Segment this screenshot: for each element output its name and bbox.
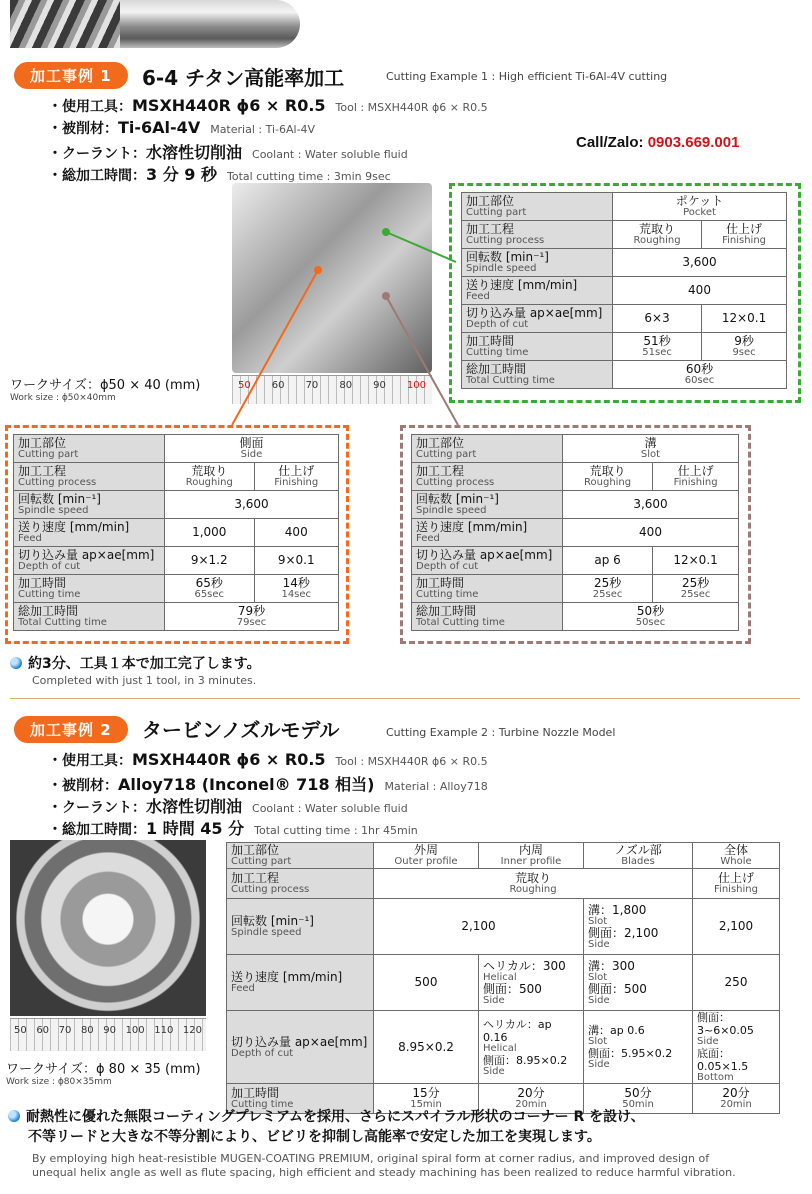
example1-note-en: Completed with just 1 tool, in 3 minutes. <box>32 674 257 687</box>
spec-coolant-2: ・クーラント：水溶性切削油 Coolant : Water soluble fluid <box>48 797 408 816</box>
bullet-dot-icon <box>10 657 22 669</box>
pocket-table: 加工部位 Cutting part ポケット Pocket 加工工程 Cutting process 荒取り Roughing 仕上げ Finishing 回転数 [min⁻¹] Spindle speed 3,600 送り速度 [mm/min] Feed 400 切り込み量 ap×ae[mm] Depth of cut 6×3 12×0.1 加工時間 Cutting time 51秒 51sec 9秒 9sec 総加工時間 Total Cutting time 60秒 60sec <box>461 192 787 389</box>
phone-number[interactable]: 0903.669.001 <box>647 134 740 151</box>
spec-tool-2: ・使用工具：MSXH440R ϕ6 × R0.5 Tool : MSXH440R ϕ6 × R0.5 <box>48 750 488 769</box>
example2-note: 耐熱性に優れた無限コーティングプレミアムを採用、さらにスパイラル形状のコーナー R を設け、 不等リードと大きな不等分割により、ビビリを抑制し高能率で安定した加工を実現します。 <box>8 1106 808 1146</box>
ruler: 50 60 70 80 90 100 <box>232 375 432 404</box>
ruler-2: 50 60 70 80 90 100 110 120 <box>10 1018 206 1051</box>
example1-note: 約3分、工具１本で加工完了します。 <box>10 653 261 673</box>
bullet-dot-icon-2 <box>8 1110 20 1122</box>
pocket-table-frame <box>449 183 801 403</box>
work-size-2: ワークサイズ：ϕ 80 × 35 (mm) <box>6 1062 201 1077</box>
spec-coolant: ・クーラント：水溶性切削油 Coolant : Water soluble fluid <box>48 143 408 162</box>
example1-title: 6-4 チタン高能率加工 <box>142 66 345 90</box>
example1-subtitle: Cutting Example 1 : High efficient Ti-6Al-4V cutting <box>386 70 668 83</box>
contact-line: Call/Zalo: 0903.669.001 <box>576 134 740 151</box>
slot-table: 加工部位 Cutting part 溝 Slot 加工工程 Cutting process 荒取り Roughing 仕上げ Finishing 回転数 [min⁻¹] Spindle speed 3,600 送り速度 [mm/min] Feed 400 切り込み量 ap×ae[mm] Depth of cut ap 6 12×0.1 加工時間 Cutting time 25秒 25sec 25秒 25sec 総加工時間 Total Cutting time 50秒 50sec <box>411 434 739 631</box>
side-table-frame <box>5 425 349 644</box>
spec-material-2: ・被削材：Alloy718 (Inconel® 718 相当) Material : Alloy718 <box>48 775 488 794</box>
work-size-1-en: Work size : ϕ50×40mm <box>10 393 116 403</box>
example1-badge: 加工事例 1 <box>14 62 128 89</box>
side-table: 加工部位 Cutting part 側面 Side 加工工程 Cutting process 荒取り Roughing 仕上げ Finishing 回転数 [min⁻¹] Spindle speed 3,600 送り速度 [mm/min] Feed 1,000 400 切り込み量 ap×ae[mm] Depth of cut 9×1.2 9×0.1 加工時間 Cutting time 65秒 65sec 14秒 14sec 総加工時間 Total Cutting time 79秒 79sec <box>13 434 339 631</box>
example2-title: タービンノズルモデル <box>142 718 340 742</box>
work-size-1: ワークサイズ：ϕ50 × 40 (mm) <box>10 378 201 393</box>
turbine-table: 加工部位 Cutting part 外周 Outer profile 内周 Inner profile ノズル部 Blades 全体 Whole 加工工程 Cutting process 荒取り Roughing 仕上げ Finishing 回転数 [min⁻¹] Spindle speed 2,100 溝：1,800 Slot 側面：2,100 Side 2,100 送り速度 [mm/min] Feed 500 ヘリカル：300 Helical 側面：500 Side 溝：300 Slot 側面：500 Side 250 切り込み量 ap×ae[mm] Depth of cut 8.95×0.2 ヘリカル：ap 0.16 Helical 側面：8.95×0.2 Side 溝：ap 0.6 Slot 側面：5.95×0.2 Side 側面：3~6×0.05 Side 底面：0.05×1.5 Bottom 加工時間 Cutting time 15分 15min 20分 20min 50分 50min 20分 20min <box>226 842 780 1114</box>
spec-material: ・被削材：Ti-6Al-4V Material : Ti-6Al-4V <box>48 118 316 137</box>
spec-tool: ・使用工具：MSXH440R ϕ6 × R0.5 Tool : MSXH440R ϕ6 × R0.5 <box>48 96 488 115</box>
turbine-nozzle-photo <box>10 840 206 1016</box>
example2-note-en: By employing high heat-resistible MUGEN-COATING PREMIUM, original spiral form at corner radius, and improved design of unequal helix angle as well as flute spacing, high efficient and steady machining has been realized to reduce harmful vibration. <box>32 1152 736 1179</box>
example2-badge: 加工事例 2 <box>14 716 128 743</box>
section-divider <box>10 698 800 699</box>
spec-total-time: ・総加工時間：3 分 9 秒 Total cutting time : 3min 9sec <box>48 165 391 184</box>
spec-total-time-2: ・総加工時間：1 時間 45 分 Total cutting time : 1hr 45min <box>48 819 418 838</box>
example2-specs <box>48 750 608 838</box>
work-size-2-en: Work size : ϕ80×35mm <box>6 1077 112 1087</box>
slot-table-frame <box>400 425 751 644</box>
example2-subtitle: Cutting Example 2 : Turbine Nozzle Model <box>386 726 616 739</box>
